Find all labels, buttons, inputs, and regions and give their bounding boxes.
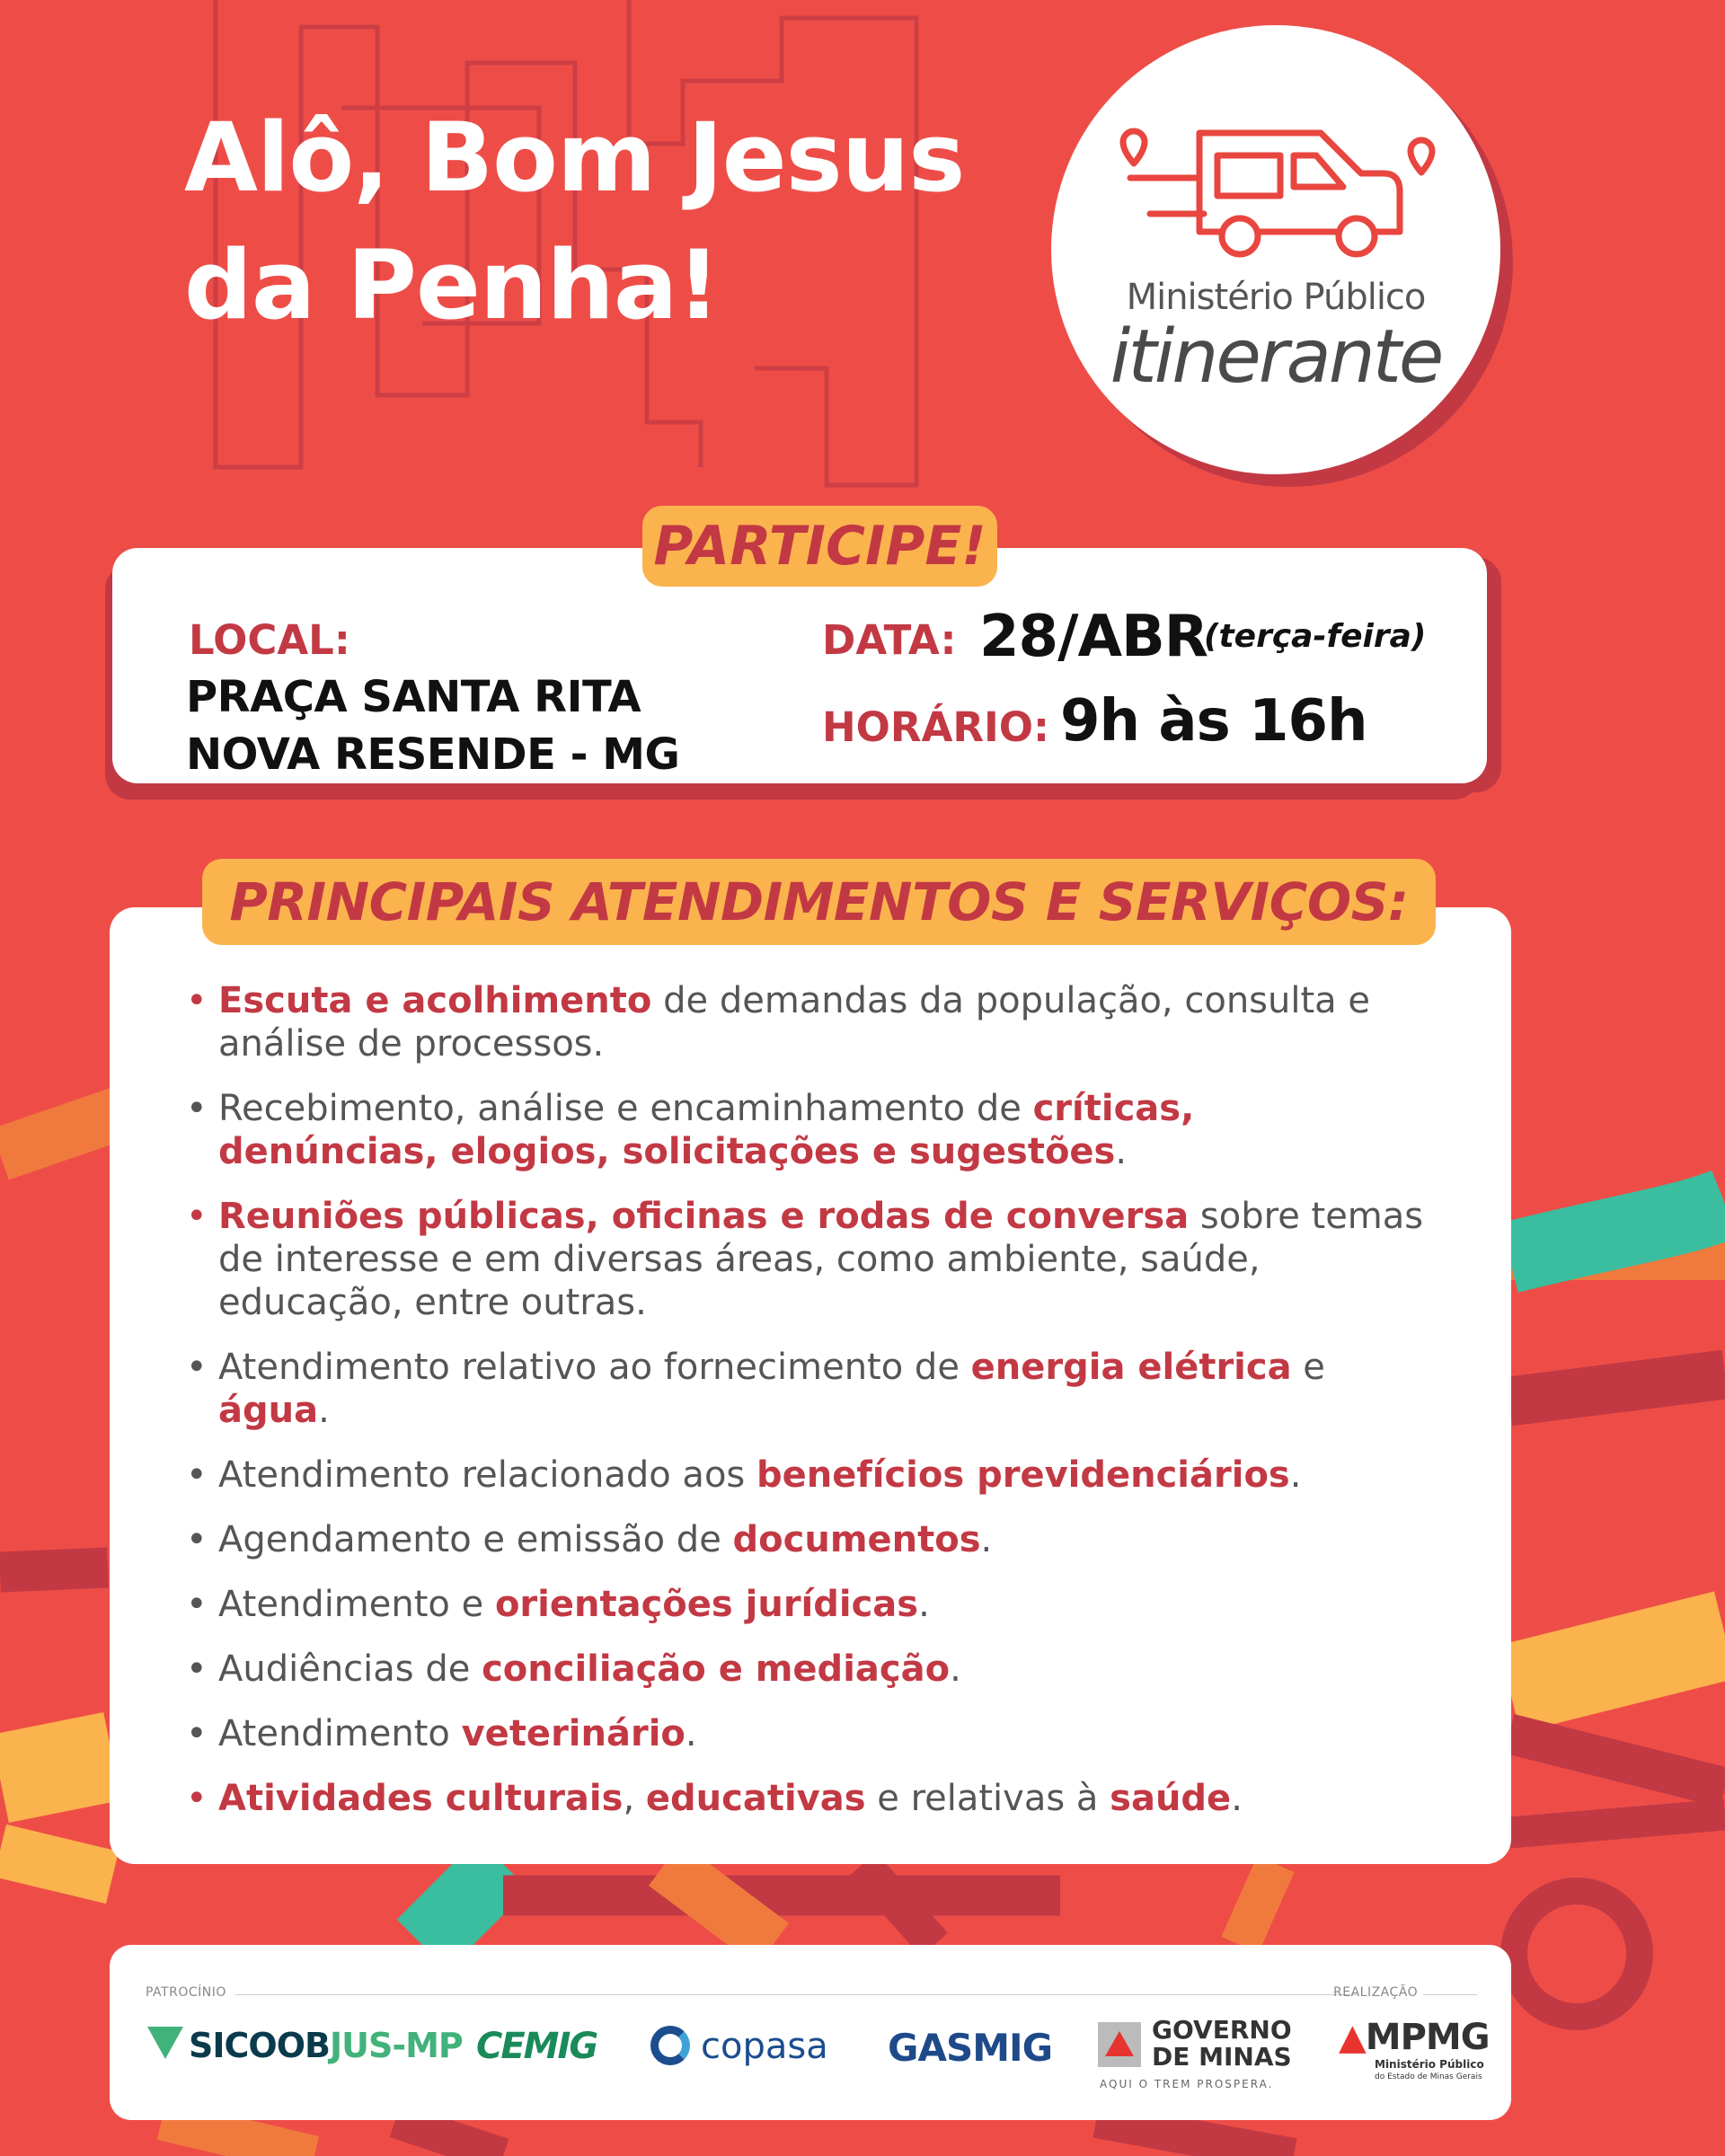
- services-list: [184, 979, 1424, 1842]
- governo-text-line-1: GOVERNO: [1152, 2015, 1292, 2045]
- service-highlight: documentos: [732, 1519, 981, 1560]
- sponsors-footer: [110, 1945, 1511, 2120]
- service-highlight: Escuta e acolhimento: [218, 980, 652, 1021]
- service-item: [184, 1195, 1424, 1324]
- cemig-logo: CEMIG: [476, 2026, 597, 2067]
- service-highlight: Reuniões públicas, oficinas e rodas de conversa: [218, 1196, 1190, 1237]
- mpmg-text: MPMG: [1365, 2017, 1490, 2058]
- copasa-logo: [650, 2026, 828, 2067]
- service-item: [184, 1518, 1424, 1561]
- service-highlight: Atividades culturais: [218, 1778, 624, 1819]
- service-text: Atendimento: [218, 1713, 462, 1754]
- service-text: Atendimento e: [218, 1584, 495, 1625]
- service-item: [184, 1087, 1424, 1173]
- services-title: PRINCIPAIS ATENDIMENTOS E SERVIÇOS:: [202, 859, 1436, 945]
- event-weekday: (terça-feira): [1204, 618, 1427, 655]
- service-text: .: [1115, 1131, 1128, 1172]
- headline: [184, 94, 975, 349]
- service-item: [184, 1648, 1424, 1691]
- service-text: .: [918, 1584, 930, 1625]
- service-item: [184, 1712, 1424, 1755]
- service-highlight: energia elétrica: [970, 1347, 1292, 1388]
- headline-line-1: Alô, Bom Jesus: [184, 102, 965, 213]
- patrocinio-label: PATROCÍNIO: [146, 1985, 226, 2000]
- service-highlight: saúde: [1110, 1778, 1232, 1819]
- governo-mark-icon: [1098, 2022, 1141, 2067]
- event-date: 28/ABR: [979, 604, 1208, 670]
- service-text: .: [1289, 1454, 1302, 1496]
- service-item: [184, 1346, 1424, 1432]
- mpmg-subtitle-2: do Estado de Minas Gerais: [1375, 2072, 1482, 2081]
- service-highlight: educativas: [645, 1778, 866, 1819]
- service-text: .: [980, 1519, 993, 1560]
- data-label: DATA:: [822, 616, 957, 664]
- local-label: LOCAL:: [189, 616, 350, 664]
- participe-badge: PARTICIPE!: [642, 506, 997, 587]
- service-highlight: conciliação e mediação: [482, 1648, 951, 1690]
- mp-itinerante-logo: [1051, 25, 1500, 474]
- service-text: sobre temas de interesse e em diversas áreas, como ambiente, saúde, educação, entre outras.: [218, 1196, 1424, 1323]
- service-text: Atendimento relacionado aos: [218, 1454, 756, 1496]
- service-text: .: [1231, 1778, 1243, 1819]
- sicoob-text: SICOOB: [189, 2026, 330, 2065]
- service-item: [184, 1454, 1424, 1497]
- logo-text-itinerante: itinerante: [1110, 314, 1442, 400]
- service-text: Agendamento e emissão de: [218, 1519, 733, 1560]
- sicoob-logo: [147, 2026, 463, 2065]
- service-text: Atendimento relativo ao fornecimento de: [218, 1347, 971, 1388]
- local-address-line-1: PRAÇA SANTA RITA: [186, 672, 641, 722]
- logo-text-ministerio-publico: Ministério Público: [1126, 277, 1426, 318]
- service-text: Recebimento, análise e encaminhamento de: [218, 1088, 1033, 1129]
- mpmg-subtitle-1: Ministério Público: [1375, 2058, 1484, 2071]
- service-text: e relativas à: [865, 1778, 1110, 1819]
- realizacao-label: REALIZAÇÃO: [1333, 1985, 1419, 2000]
- service-text: .: [318, 1390, 330, 1431]
- service-text: .: [685, 1713, 697, 1754]
- event-hours: 9h às 16h: [1060, 688, 1367, 755]
- copasa-text: copasa: [701, 2026, 828, 2067]
- sicoob-mark-icon: [147, 2027, 183, 2059]
- service-text: de demandas da população, consulta e análise de processos.: [218, 980, 1370, 1065]
- governo-tagline: AQUI O TREM PROSPERA.: [1100, 2078, 1274, 2090]
- gasmig-logo: GASMIG: [888, 2026, 1053, 2070]
- patrocinio-divider: [235, 1994, 1358, 1995]
- service-text: Audiências de: [218, 1648, 482, 1690]
- service-item: [184, 979, 1424, 1065]
- horario-label: HORÁRIO:: [822, 703, 1050, 751]
- copasa-ring-icon: [650, 2026, 690, 2065]
- service-highlight: orientações jurídicas: [494, 1584, 919, 1625]
- service-text: .: [950, 1648, 961, 1690]
- realizacao-divider: [1423, 1994, 1477, 1995]
- van-icon: [1114, 115, 1438, 277]
- governo-text-line-2: DE MINAS: [1152, 2042, 1292, 2072]
- service-highlight: benefícios previdenciários: [756, 1454, 1290, 1496]
- local-address-line-2: NOVA RESENDE - MG: [186, 729, 680, 780]
- service-item: [184, 1583, 1424, 1626]
- service-text: e: [1291, 1347, 1325, 1388]
- sicoob-accent-text: JUS-MP: [329, 2026, 463, 2065]
- service-highlight: críticas, denúncias, elogios, solicitações e sugestões: [218, 1088, 1195, 1172]
- service-item: [184, 1777, 1424, 1820]
- service-highlight: veterinário: [461, 1713, 686, 1754]
- headline-line-2: da Penha!: [184, 230, 720, 340]
- mpmg-mark-icon: ▲: [1339, 2017, 1366, 2058]
- service-highlight: água: [218, 1390, 319, 1431]
- service-text: ,: [623, 1778, 646, 1819]
